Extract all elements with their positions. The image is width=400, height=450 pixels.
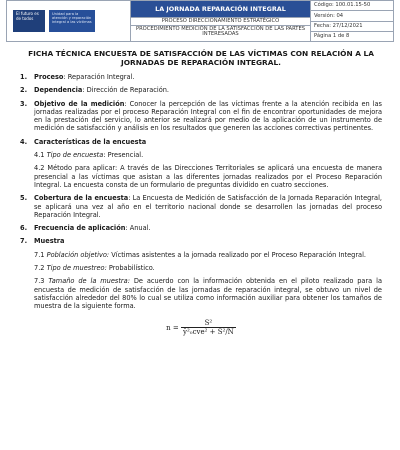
- header-procedure: PROCEDIMIENTO MEDICIÓN DE LA SATISFACCIÓN DE LAS PARTES INTERESADAS: [131, 25, 310, 38]
- subsection-text: Víctimas asistentes a la jornada realizado por el Proceso Reparación Integral.: [109, 250, 367, 259]
- subsection-text: : Presencial.: [103, 151, 144, 160]
- sample-size-formula: [20, 319, 382, 337]
- item-content: [34, 73, 382, 81]
- header-title: LA JORNADA REPARACIÓN INTEGRAL: [131, 1, 310, 17]
- item-text: : La Encuesta de Medición de Satisfacción de la Jornada Reparación Integral, se aplicará una vez al año en el territorio nacional donde se desarrollen las jornadas del proceso Reparación Integral.: [34, 194, 382, 219]
- subsection-7-3: [34, 277, 382, 310]
- item-content: [34, 100, 382, 133]
- item-number: 2.: [20, 86, 28, 95]
- item-content: [34, 237, 382, 245]
- logo-text-1: El futuro es de todos: [16, 11, 39, 21]
- item-content: [34, 86, 382, 94]
- item-number: 1.: [20, 73, 28, 81]
- subsection-heading: Tamaño de la muestra:: [48, 277, 130, 286]
- subsection-heading: Tipo de muestreo:: [46, 264, 107, 273]
- subsection-text: De acuerdo con la información obtenida en el piloto realizado para la encuesta de medición de satisfacción de las jornadas de reparación integral, se obtuvo un nivel de satisfacción alrededor del 80% lo cual se utiliza como información auxiliar para obtener los tamaños de muestra de la siguiente forma.: [34, 277, 382, 311]
- list-item: [20, 237, 382, 245]
- victims-unit-logo: [49, 10, 95, 32]
- formula-denominator: ȳ²₀cve² + S²/N: [183, 327, 234, 336]
- item-text: : Anual.: [125, 224, 151, 233]
- list-item: [20, 138, 382, 146]
- item-number: 7.: [20, 237, 28, 246]
- item-content: [34, 194, 382, 219]
- item-number: 5.: [20, 194, 28, 203]
- government-logo: [13, 10, 45, 32]
- subsection-7-2: [34, 264, 382, 272]
- header-middle: [131, 1, 311, 41]
- header-meta: [311, 1, 393, 41]
- item-label: Objetivo de la medición: [34, 99, 125, 108]
- list-item: [20, 86, 382, 94]
- item-label: Características de la encuesta: [34, 137, 147, 146]
- formula-fraction: [181, 319, 236, 337]
- document-header: [6, 0, 394, 42]
- item-content: [34, 138, 382, 146]
- item-text: : Conocer la percepción de las víctimas frente a la atención recibida en las jornadas realizadas por el proceso Reparación Integral con el fin de encontrar oportunidades de mejora en la prestación del servicio, lo anterior se realizará por medio de la aplicación de un instrumento de medición de satisfacción y análisis en los resultados que generen las acciones correctivas pertinentes.: [34, 99, 382, 133]
- item-label: Muestra: [34, 237, 65, 246]
- list-item: [20, 224, 382, 232]
- subsection-4-1: [34, 151, 382, 159]
- formula-lhs: n =: [166, 323, 179, 332]
- header-logo-area: [7, 1, 131, 41]
- subsection-7-1: [34, 251, 382, 259]
- item-number: 6.: [20, 224, 28, 233]
- logo-text-2: Unidad para la atención y reparación integral a las víctimas: [52, 12, 92, 25]
- subsection-4-2: 4.2 Método para aplicar: A través de las Direcciones Territoriales se aplicará una encuesta de manera presencial a las víctimas que asistan a las diferentes jornadas realizados por el Proceso Reparación Integral. La encuesta consta de un formulario de preguntas dividido en cuatro secciones.: [34, 164, 382, 189]
- document-body: [20, 46, 382, 336]
- subsection-number: 7.3: [34, 277, 49, 286]
- subsection-heading: Población objetivo:: [46, 250, 110, 259]
- item-number: 3.: [20, 99, 28, 108]
- item-text: : Reparación Integral.: [63, 73, 135, 81]
- list-item: [20, 194, 382, 219]
- item-content: [34, 224, 382, 232]
- header-code: Código: 100.01.15-50: [311, 1, 393, 11]
- header-process: PROCESO DIRECCIONAMIENTO ESTRATÉGICO: [131, 17, 310, 25]
- formula-numerator: S²: [181, 319, 236, 328]
- list-item: [20, 100, 382, 133]
- subsection-number: 7.1: [34, 250, 47, 259]
- list-item: [20, 73, 382, 81]
- item-label: Proceso: [34, 73, 64, 81]
- subsection-text: Probabilístico.: [106, 264, 155, 273]
- item-label: Dependencia: [34, 86, 83, 95]
- subsection-number: 7.2: [34, 264, 47, 273]
- header-date: Fecha: 27/12/2021: [311, 22, 393, 32]
- document-title: FICHA TÉCNICA ENCUESTA DE SATISFACCIÓN DE LAS VÍCTIMAS CON RELACIÓN A LA JORNADAS DE REPARACIÓN INTEGRAL.: [28, 49, 374, 67]
- header-page: Página 1 de 8: [314, 33, 350, 40]
- item-number: 4.: [20, 137, 28, 146]
- header-version: Versión: 04: [311, 11, 393, 21]
- item-text: : Dirección de Reparación.: [82, 86, 170, 95]
- subsection-number: 4.1: [34, 151, 47, 160]
- subsection-heading: Tipo de encuesta: [46, 151, 104, 160]
- item-label: Frecuencia de aplicación: [34, 224, 126, 233]
- item-label: Cobertura de la encuesta: [34, 194, 129, 203]
